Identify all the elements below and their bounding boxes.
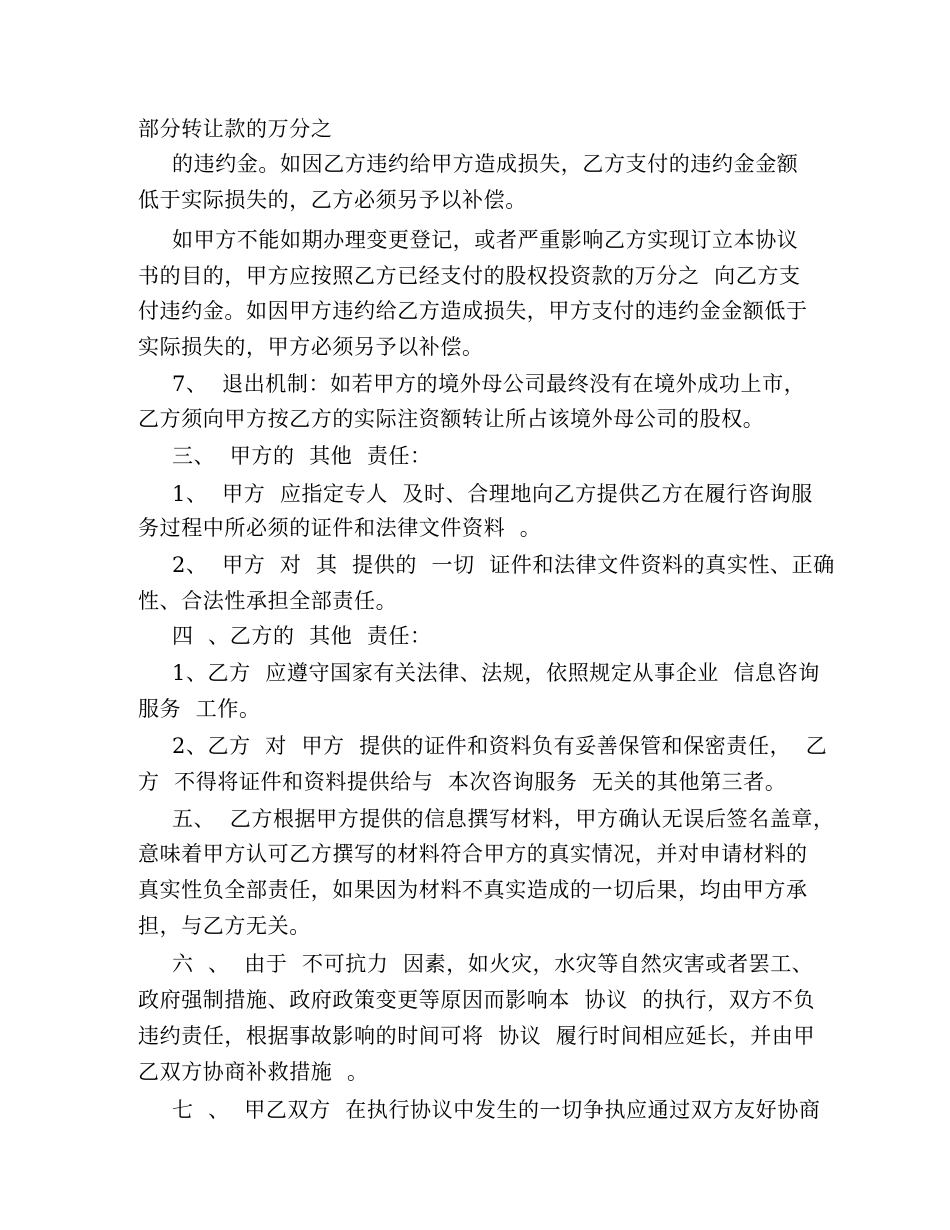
section-heading: 三、 甲方的 其他 责任： [172, 444, 432, 468]
text-line: 真实性负全部责任，如果因为材料不真实造成的一切后果，均由甲方承 [138, 878, 808, 902]
text-line: 2、 甲方 对 其 提供的 一切 证件和法律文件资料的真实性、正确 [172, 553, 835, 577]
text-line: 7、 退出机制：如若甲方的境外母公司最终没有在境外成功上市， [172, 372, 806, 396]
text-line: 务过程中所必须的证件和法律文件资料 。 [138, 516, 542, 540]
section-heading: 五、 乙方根据甲方提供的信息撰写材料，甲方确认无误后签名盖章， [172, 807, 835, 831]
text-line: 担，与乙方无关。 [138, 914, 311, 938]
text-line: 乙方须向甲方按乙方的实际注资额转让所占该境外母公司的股权。 [138, 407, 765, 431]
text-line: 意味着甲方认可乙方撰写的材料符合甲方的真实情况，并对申请材料的 [138, 842, 808, 866]
text-line: 低于实际损失的，乙方必须另予以补偿。 [138, 188, 527, 212]
section-heading: 四 、乙方的 其他 责任： [172, 624, 432, 648]
text-line: 1、 甲方 应指定专人 及时、合理地向乙方提供乙方在履行咨询服 [172, 482, 813, 506]
text-line: 付违约金。如因甲方违约给乙方造成损失，甲方支付的违约金金额低于 [138, 299, 808, 323]
text-line: 如甲方不能如期办理变更登记，或者严重影响乙方实现订立本协议 [172, 228, 799, 252]
text-line: 性、合法性承担全部责任。 [138, 589, 398, 613]
text-line: 政府强制措施、政府政策变更等原因而影响本 协议 的执行，双方不负 [138, 988, 816, 1012]
text-line: 书的目的，甲方应按照乙方已经支付的股权投资款的万分之 向乙方支 [138, 264, 801, 288]
section-heading: 七 、 甲乙双方 在执行协议中发生的一切争执应通过双方友好协商 [172, 1098, 821, 1122]
section-heading: 六 、 由于 不可抗力 因素，如火灾，水灾等自然灾害或者罢工、 [172, 952, 814, 976]
text-line: 2、乙方 对 甲方 提供的证件和资料负有妥善保管和保密责任， 乙 [172, 734, 828, 758]
text-line: 部分转让款的万分之 [138, 117, 333, 141]
text-line: 服务 工作。 [138, 697, 261, 721]
text-line: 违约责任，根据事故影响的时间可将 协议 履行时间相应延长，并由甲 [138, 1024, 816, 1048]
text-line: 乙双方协商补救措施 。 [138, 1060, 369, 1084]
text-line: 1、乙方 应遵守国家有关法律、法规，依照规定从事企业 信息咨询 [172, 661, 820, 685]
text-line: 方 不得将证件和资料提供给与 本次咨询服务 无关的其他第三者。 [138, 770, 787, 794]
text-line: 实际损失的，甲方必须另予以补偿。 [138, 335, 484, 359]
text-line: 的违约金。如因乙方违约给甲方造成损失，乙方支付的违约金金额 [172, 152, 799, 176]
